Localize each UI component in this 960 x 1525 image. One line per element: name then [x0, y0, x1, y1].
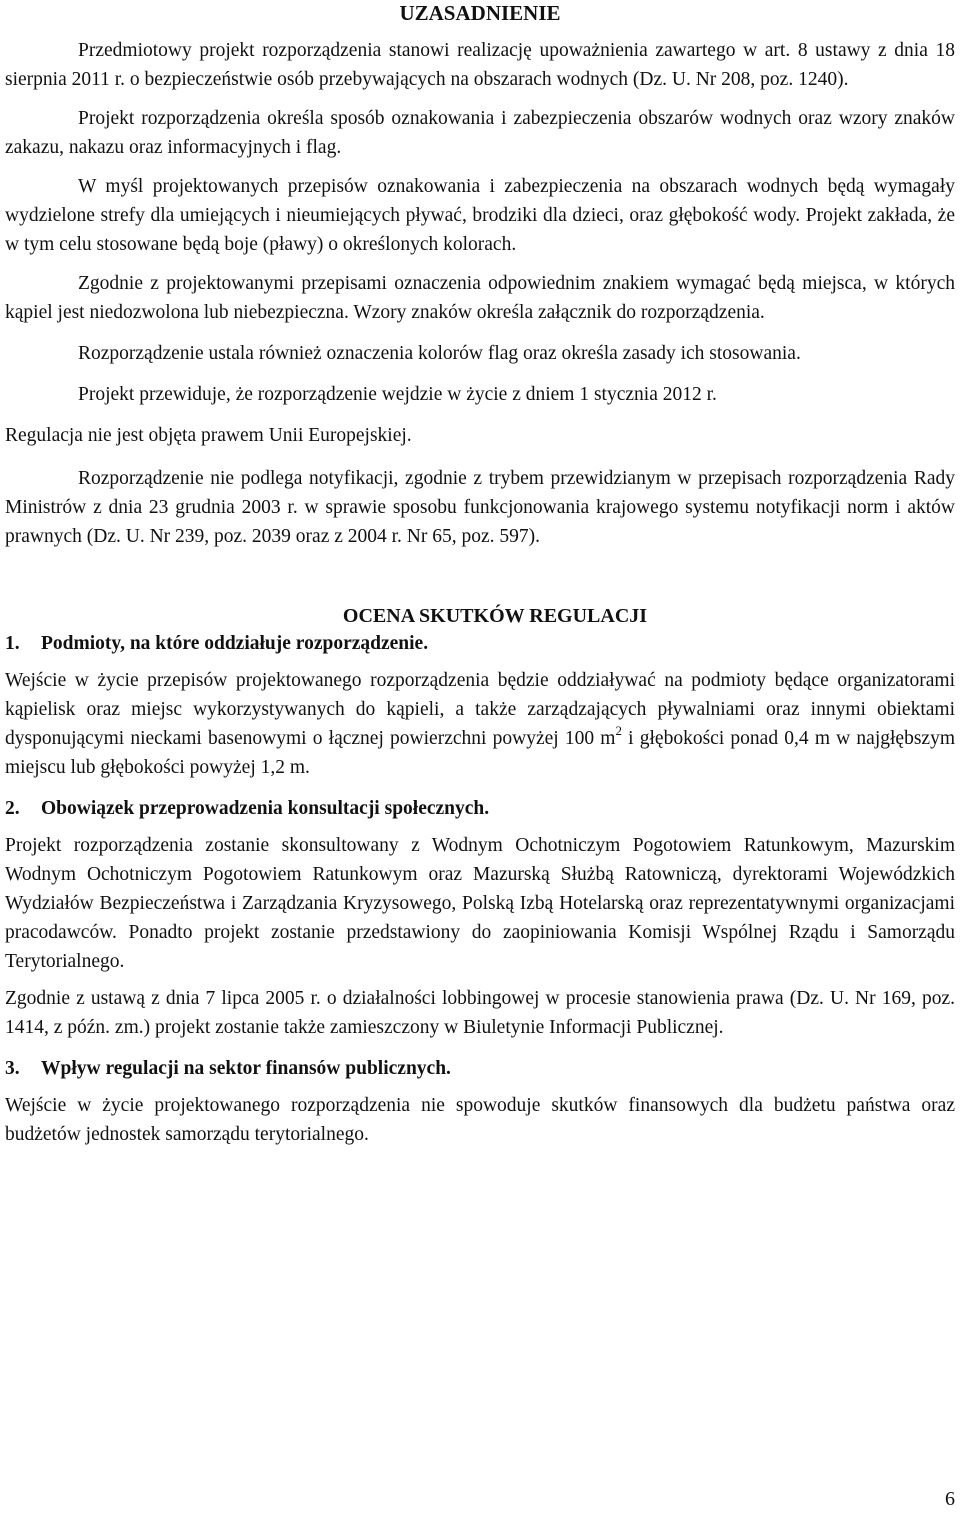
document-title: UZASADNIENIE — [399, 1, 561, 25]
section-1-text-end: i głębokości ponad 0,4 m w najgłębszym miejscu lub głębokości powyżej 1,2 m. — [5, 728, 955, 778]
section-1-number: 1. — [5, 633, 20, 654]
section-3-heading — [5, 1054, 955, 1083]
section-3-number: 3. — [5, 1058, 20, 1079]
section-2-number: 2. — [5, 798, 20, 819]
paragraph-flags: Rozporządzenie ustala również oznaczenia kolorów flag oraz określa zasady ich stosowania. — [78, 343, 801, 364]
section-2-heading-text: Obowiązek przeprowadzenia konsultacji społecznych. — [41, 798, 490, 819]
section-1-text — [5, 666, 955, 782]
page-number: 6 — [945, 1488, 955, 1510]
section-2-consultation: Projekt rozporządzenia zostanie skonsultowany z Wodnym Ochotniczym Pogotowiem Ratunkowym, Mazurskim Wodnym Ochotniczym Pogotowiem Ratunkowym oraz Mazurską Służbą Ratowniczą, dyrektorami Wojewódzkich Wydziałów Bezpieczeństwa i Zarządzania Kryzysowego, Polską Izbą Hotelarską oraz reprezentatywnymi organizacjami pracodawców. Ponadto projekt zostanie przedstawiony do zaopiniowania Komisji Wspólnej Rządu i Samorządu Terytorialnego. — [5, 835, 955, 972]
section-1-heading-text: Podmioty, na które oddziałuje rozporządzenie. — [41, 633, 429, 654]
document-page — [5, 0, 955, 1149]
paragraph-signs: Zgodnie z projektowanymi przepisami oznaczenia odpowiednim znakiem wymagać będą miejsca, w których kąpiel jest niedozwolona lub niebezpieczna. Wzory znaków określa załącznik do rozporządzenia. — [5, 273, 955, 323]
paragraph-eu-law: Regulacja nie jest objęta prawem Unii Europejskiej. — [5, 425, 412, 446]
section-2-lobbying: Zgodnie z ustawą z dnia 7 lipca 2005 r. o działalności lobbingowej w procesie stanowienia prawa (Dz. U. Nr 169, poz. 1414, z późn. zm.) projekt zostanie także zamieszczony w Biuletynie Informacji Publicznej. — [5, 988, 955, 1038]
paragraph-notification: Rozporządzenie nie podlega notyfikacji, zgodnie z trybem przewidzianym w przepisach rozporządzenia Rady Ministrów z dnia 23 grudnia 2003 r. w sprawie sposobu funkcjonowania krajowego systemu notyfikacji norm i aktów prawnych (Dz. U. Nr 239, poz. 2039 oraz z 2004 r. Nr 65, poz. 597). — [5, 468, 955, 547]
section-1-text-main: Wejście w życie przepisów projektowanego rozporządzenia będzie oddziaływać na podmioty będące organizatorami kąpielisk oraz miejsc wykorzystywanych do kąpieli, a także zarządzających pływalniami oraz innymi obiektami dysponującymi nieckami basenowymi o łącznej powierzchni powyżej 100 m — [5, 670, 955, 749]
section-2-heading — [5, 794, 955, 823]
paragraph-scope: Projekt rozporządzenia określa sposób oznakowania i zabezpieczenia obszarów wodnych oraz wzory znaków zakazu, nakazu oraz informacyjnych i flag. — [5, 108, 955, 158]
section-1 — [5, 629, 955, 782]
paragraph-zones: W myśl projektowanych przepisów oznakowania i zabezpieczenia na obszarach wodnych będą wymagały wydzielone strefy dla umiejących i nieumiejących pływać, brodziki dla dzieci, oraz głębokość wody. Projekt zakłada, że w tym celu stosowane będą boje (pławy) o określonych kolorach. — [5, 176, 955, 255]
section-3-heading-text: Wpływ regulacji na sektor finansów publicznych. — [41, 1058, 451, 1079]
section-1-heading — [5, 629, 955, 658]
osr-title: OCENA SKUTKÓW REGULACJI — [342, 605, 648, 627]
section-3 — [5, 1054, 955, 1149]
paragraph-legal-basis: Przedmiotowy projekt rozporządzenia stanowi realizację upoważnienia zawartego w art. 8 ustawy z dnia 18 sierpnia 2011 r. o bezpieczeństwie osób przebywających na obszarach wodnych (Dz. U. Nr 208, poz. 1240). — [5, 40, 955, 90]
section-2 — [5, 794, 955, 1042]
section-3-text: Wejście w życie projektowanego rozporządzenia nie spowoduje skutków finansowych dla budżetu państwa oraz budżetów jednostek samorządu terytorialnego. — [5, 1095, 955, 1145]
superscript-square: 2 — [615, 723, 622, 738]
paragraph-effective-date: Projekt przewiduje, że rozporządzenie wejdzie w życie z dniem 1 stycznia 2012 r. — [78, 384, 717, 405]
